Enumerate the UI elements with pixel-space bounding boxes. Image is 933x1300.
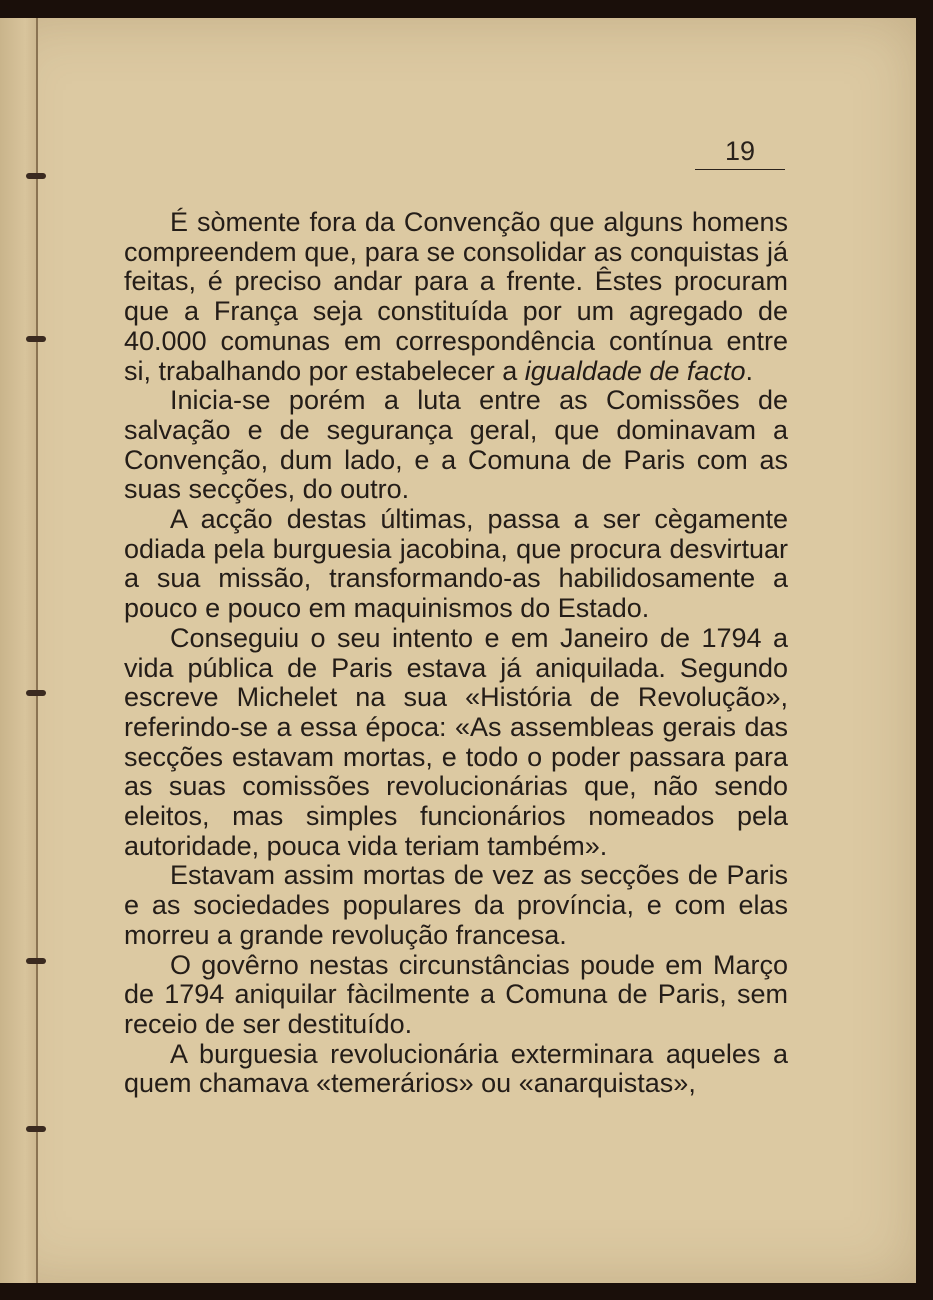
paragraph: Inicia-se porém a luta entre as Comissões de salvação e de segurança geral, que dominavam a Convenção, dum lado, e a Comuna de Paris com as suas secções, do outro.	[124, 385, 788, 505]
paragraph: Conseguiu o seu intento e em Janeiro de 1794 a vida pública de Paris estava já aniquilada. Segundo escreve Michelet na sua «História de Revolução», referindo-se a essa época: «As assembleas gerais das secções estavam mortas, e todo o poder passara para as suas comissões revolucionárias que, não sendo eleitos, mas simples funcionários nomeados pela autoridade, pouca vida teriam também».	[124, 622, 788, 861]
page-number: 19	[695, 136, 785, 170]
binding-thread	[26, 958, 46, 964]
paragraph: A burguesia revolucionária exterminara aqueles a quem chamava «temerários» ou «anarquistas»,	[124, 1038, 788, 1099]
paragraph	[124, 208, 788, 386]
body-text	[124, 208, 788, 1099]
paragraph: Estavam assim mortas de vez as secções de Paris e as sociedades populares da província, e com elas morreu a grande revolução francesa.	[124, 860, 788, 950]
paragraph-end: .	[745, 355, 753, 386]
binding-thread	[26, 173, 46, 179]
paragraph-text: É sòmente fora da Convenção que alguns homens compreendem que, para se consolidar as conquistas já feitas, é preciso andar para a frente. Êstes procuram que a França seja constituída por um agregado de 40.000 comunas em correspondência contínua entre si, trabalhando por estabelecer a	[124, 207, 788, 386]
binding-thread	[26, 336, 46, 342]
binding-thread	[26, 690, 46, 696]
book-page	[0, 18, 916, 1283]
binding-thread	[26, 1126, 46, 1132]
paragraph: O govêrno nestas circunstâncias poude em Março de 1794 aniquilar fàcilmente a Comuna de Paris, sem receio de ser destituído.	[124, 949, 788, 1039]
book-spine	[0, 18, 38, 1283]
italic-phrase: igualdade de facto	[524, 355, 746, 386]
paragraph: A acção destas últimas, passa a ser cègamente odiada pela burguesia jacobina, que procura desvirtuar a sua missão, transformando-as habilidosamente a pouco e pouco em maquinismos do Estado.	[124, 504, 788, 624]
